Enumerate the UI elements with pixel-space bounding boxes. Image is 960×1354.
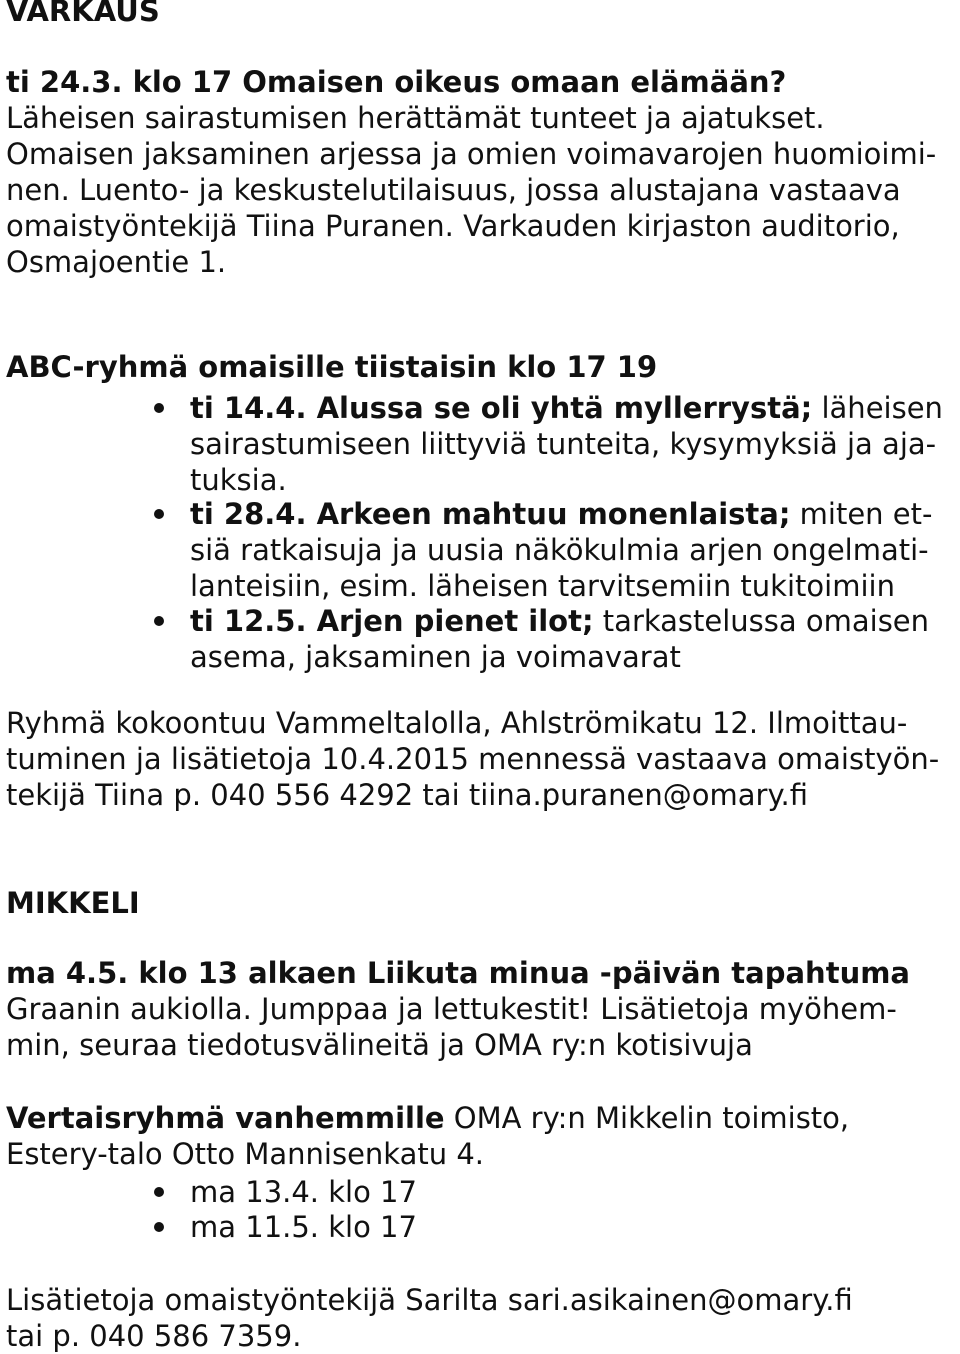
- section-heading-mikkeli: MIKKELI: [6, 886, 140, 920]
- list-item-first-line: [190, 603, 929, 639]
- bullet-icon: [154, 616, 164, 626]
- bullet-icon: [154, 1187, 164, 1197]
- list-item-text: tarkastelussa omaisen: [593, 604, 930, 638]
- peer-group-title: Vertaisryhmä vanhemmille: [6, 1101, 445, 1135]
- list-item-text: miten et-: [790, 497, 933, 531]
- list-item-date-title: ti 14.4. Alussa se oli yhtä myllerrystä;: [190, 391, 813, 425]
- contact-line: tai p. 040 586 7359.: [6, 1319, 302, 1353]
- date-list-item: ma 11.5. klo 17: [190, 1210, 417, 1244]
- event-text-line: Osmajoentie 1.: [6, 245, 227, 279]
- peer-group-address: Estery-talo Otto Mannisenkatu 4.: [6, 1137, 485, 1171]
- bullet-icon: [154, 509, 164, 519]
- event-text-line: Omaisen jaksaminen arjessa ja omien voimavarojen huomioimi-: [6, 137, 937, 171]
- group-footer-line: tekijä Tiina p. 040 556 4292 tai tiina.puranen@omary.fi: [6, 778, 808, 812]
- list-item-date-title: ti 12.5. Arjen pienet ilot;: [190, 604, 594, 638]
- group-title: ABC-ryhmä omaisille tiistaisin klo 17 19: [6, 350, 658, 384]
- list-item-text-line: asema, jaksaminen ja voimavarat: [190, 640, 681, 674]
- list-item-text-line: sairastumiseen liittyviä tunteita, kysymyksiä ja aja-: [190, 427, 937, 461]
- event-text-line: nen. Luento- ja keskustelutilaisuus, jossa alustajana vastaava: [6, 173, 901, 207]
- list-item-first-line: [190, 390, 943, 426]
- bullet-icon: [154, 403, 164, 413]
- list-item-first-line: [190, 496, 932, 532]
- list-item-text-line: tuksia.: [190, 463, 287, 497]
- event-text-line: min, seuraa tiedotusvälineitä ja OMA ry:n kotisivuja: [6, 1028, 753, 1062]
- list-item-text: läheisen: [812, 391, 943, 425]
- list-item-text-line: siä ratkaisuja ja uusia näkökulmia arjen ongelmati-: [190, 533, 929, 567]
- list-item-date-title: ti 28.4. Arkeen mahtuu monenlaista;: [190, 497, 791, 531]
- list-item-text-line: lanteisiin, esim. läheisen tarvitsemiin tukitoimiin: [190, 569, 895, 603]
- event-text-line: omaistyöntekijä Tiina Puranen. Varkauden kirjaston auditorio,: [6, 209, 900, 243]
- event-title: ma 4.5. klo 13 alkaen Liikuta minua -päivän tapahtuma: [6, 956, 910, 990]
- peer-group-line: [6, 1100, 849, 1136]
- event-title: ti 24.3. klo 17 Omaisen oikeus omaan elämään?: [6, 65, 787, 99]
- contact-line: Lisätietoja omaistyöntekijä Sarilta sari.asikainen@omary.fi: [6, 1283, 853, 1317]
- event-text-line: Graanin aukiolla. Jumppaa ja lettukestit! Lisätietoja myöhem-: [6, 992, 897, 1026]
- date-list-item: ma 13.4. klo 17: [190, 1175, 417, 1209]
- section-heading-varkaus: VARKAUS: [6, 0, 160, 28]
- event-text-line: Läheisen sairastumisen herättämät tunteet ja ajatukset.: [6, 101, 825, 135]
- group-footer-line: tuminen ja lisätietoja 10.4.2015 mennessä vastaava omaistyön-: [6, 742, 940, 776]
- peer-group-location: OMA ry:n Mikkelin toimisto,: [444, 1101, 850, 1135]
- bullet-icon: [154, 1222, 164, 1232]
- group-footer-line: Ryhmä kokoontuu Vammeltalolla, Ahlströmikatu 12. Ilmoittau-: [6, 706, 908, 740]
